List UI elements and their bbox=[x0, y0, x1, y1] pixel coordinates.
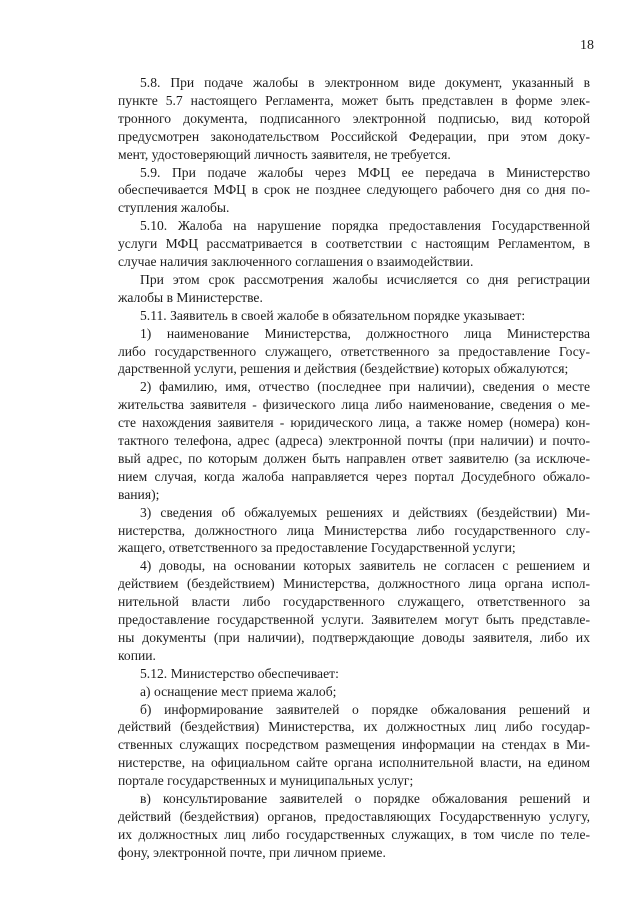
text-line: портале государственных и муниципальных услуг; bbox=[118, 773, 414, 789]
text-line: тактного телефона, адрес (адреса) электронной почты (при наличии) и почто- bbox=[118, 433, 590, 448]
text-line: копии. bbox=[118, 647, 156, 663]
text-line: действий (бездействия) органов, предоставляющих Государственную услугу, bbox=[118, 808, 590, 824]
text-line: жалобы в Министерстве. bbox=[118, 289, 263, 305]
text-line: жительства заявителя - физического лица либо наименование, сведения о ме- bbox=[118, 397, 590, 413]
text-line: нием случая, когда жалоба направляется через портал Досудебного обжало- bbox=[118, 468, 590, 484]
text-line: действий (бездействия) Министерства, их должностных лиц либо государ- bbox=[118, 719, 590, 735]
text-line: дарственной услуги, решения и действия (бездействие) которых обжалуются; bbox=[118, 361, 569, 377]
text-line: жащего, ответственного за предоставление Государственной услуги; bbox=[118, 540, 516, 556]
text-line: предоставление государственной услуги. Заявителем могут быть представле- bbox=[118, 612, 590, 627]
text-line: услуги МФЦ рассматривается в соответствии с настоящим Регламентом, в bbox=[118, 236, 590, 252]
text-line: нистерства, должностного лица Министерства либо государственного слу- bbox=[118, 522, 590, 538]
text-line: действием (бездействием) Министерства, должностного лица органа испол- bbox=[118, 576, 590, 592]
text-line: вый адрес, по которым должен быть направлен ответ заявителю (за исключе- bbox=[118, 450, 590, 466]
text-line: вания); bbox=[118, 486, 160, 502]
text-line: 3) сведения об обжалуемых решениях и действиях (бездействии) Ми- bbox=[140, 504, 590, 520]
text-line: 5.10. Жалоба на нарушение порядка предоставления Государственной bbox=[140, 218, 590, 234]
text-line: б) информирование заявителей о порядке обжалования решений и bbox=[140, 701, 590, 717]
text-line: фону, электронной почте, при личном приеме. bbox=[118, 844, 386, 860]
text-line: 2) фамилию, имя, отчество (последнее при наличии), сведения о месте bbox=[140, 379, 590, 395]
text-line: ступления жалобы. bbox=[118, 200, 230, 216]
text-line: При этом срок рассмотрения жалобы исчисляется со дня регистрации bbox=[140, 271, 590, 287]
text-line: а) оснащение мест приема жалоб; bbox=[140, 683, 337, 699]
text-line: 5.8. При подаче жалобы в электронном виде документ, указанный в bbox=[140, 75, 590, 90]
text-line: ственных служащих посредством размещения информации на стендах в Ми- bbox=[118, 737, 590, 753]
text-line: 5.11. Заявитель в своей жалобе в обязательном порядке указывает: bbox=[140, 307, 526, 323]
text-line: случае наличия заключенного соглашения о взаимодействии. bbox=[118, 254, 474, 269]
text-line: либо государственного служащего, ответственного за предоставление Госу- bbox=[118, 343, 590, 359]
text-line: ны документы (при наличии), подтверждающие доводы заявителя, либо их bbox=[118, 629, 590, 645]
text-line: нистерстве, на официальном сайте органа исполнительной власти, на едином bbox=[118, 755, 590, 771]
text-line: сте нахождения заявителя - юридического лица, а также номер (номера) кон- bbox=[118, 415, 590, 431]
text-line: пункте 5.7 настоящего Регламента, может быть представлен в форме элек- bbox=[118, 92, 590, 108]
text-line: обеспечивается МФЦ в срок не позднее следующего рабочего дня со дня по- bbox=[118, 182, 590, 198]
text-line: их должностных лиц либо государственных служащих, в том числе по теле- bbox=[118, 826, 590, 842]
text-line: предусмотрен законодательством Российской Федерации, при этом доку- bbox=[118, 128, 590, 144]
text-line: мент, удостоверяющий личность заявителя, не требуется. bbox=[118, 146, 451, 162]
text-line: 1) наименование Министерства, должностного лица Министерства bbox=[140, 325, 590, 341]
text-line: 4) доводы, на основании которых заявитель не согласен с решением и bbox=[140, 558, 590, 574]
text-line: тронного документа, подписанного электронной подписью, вид которой bbox=[118, 110, 590, 126]
text-line: нительной власти либо государственного служащего, ответственного за bbox=[118, 594, 590, 610]
text-line: в) консультирование заявителей о порядке обжалования решений и bbox=[140, 791, 590, 806]
page-number: 18 bbox=[580, 38, 594, 53]
text-line: 5.9. При подаче жалобы через МФЦ ее передача в Министерство bbox=[140, 164, 590, 180]
text-line: 5.12. Министерство обеспечивает: bbox=[140, 665, 339, 681]
